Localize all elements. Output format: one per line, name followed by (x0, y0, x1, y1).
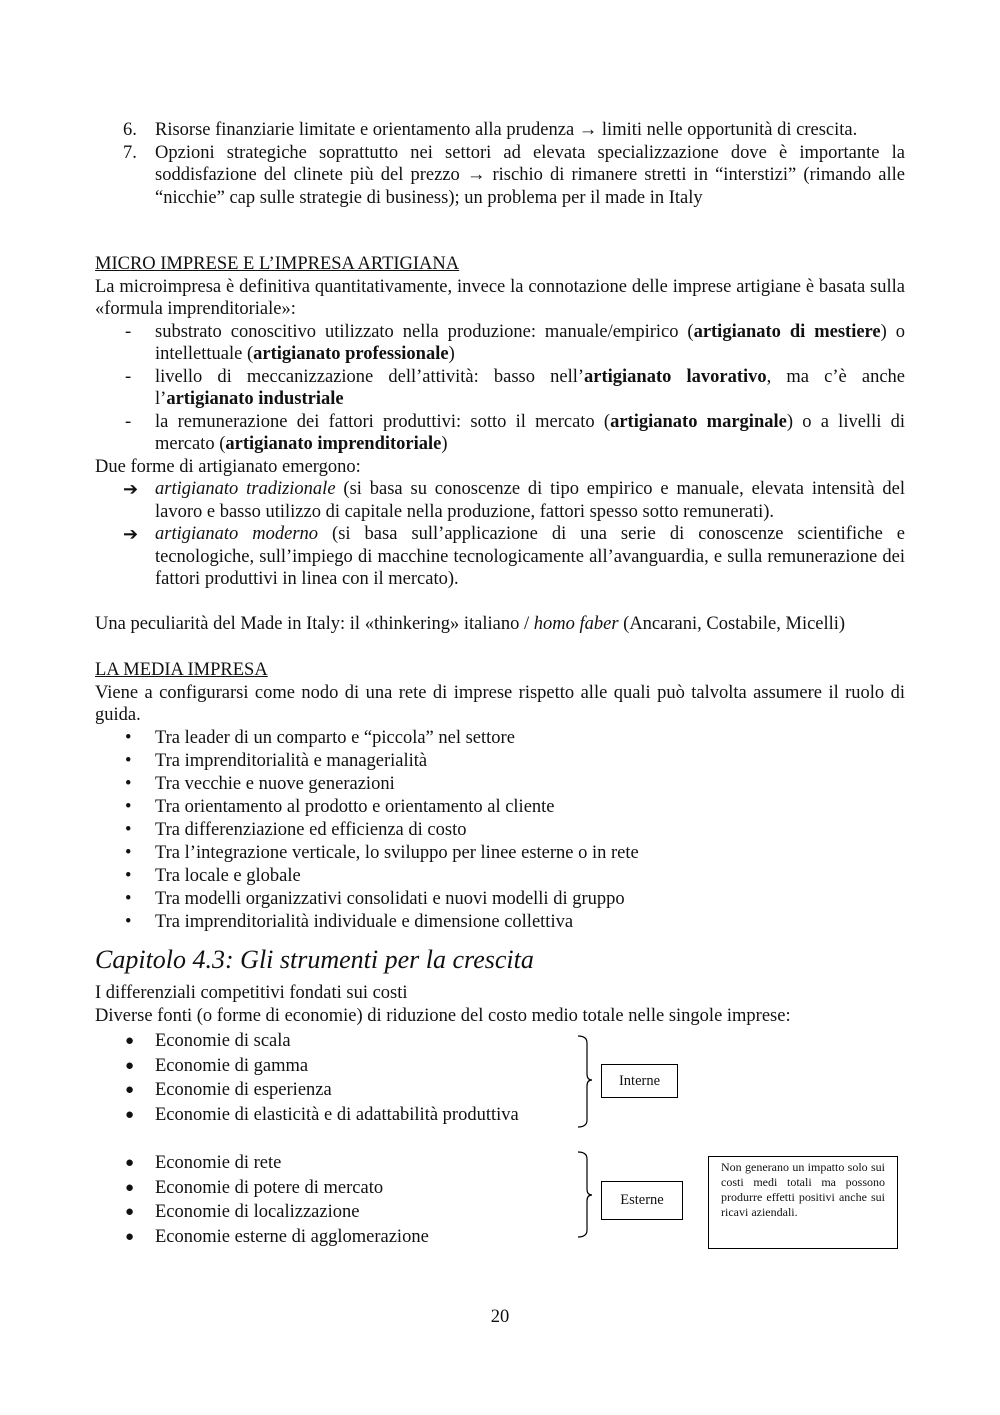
item-text: substrato conoscitivo utilizzato nella produzione: manuale/empirico ( (155, 321, 694, 342)
list-item (95, 523, 905, 591)
bullet: ● (125, 1228, 135, 1245)
chapter-title: Capitolo 4.3: Gli strumenti per la crescita (95, 945, 534, 974)
bullet: • (125, 727, 132, 748)
bullet: ● (125, 1057, 135, 1074)
item-text: livello di meccanizzazione dell’attività: basso nell’ (155, 366, 585, 387)
item-text: ) (448, 344, 455, 364)
item-text: Tra l’integrazione verticale, lo sviluppo per linee esterne o in rete (155, 842, 639, 863)
micro-section (95, 253, 905, 591)
external-label-box: Esterne (601, 1181, 683, 1220)
list-item (95, 411, 905, 456)
bullet: • (125, 796, 132, 817)
forms-intro: Due forme di artigianato emergono: (95, 456, 361, 477)
list-item (95, 1055, 905, 1080)
list-item (95, 796, 905, 819)
arrow-icon: ➔ (123, 479, 139, 499)
item-text: (si basa su conoscenze di tipo empirico e manuale, elevata intensità del lavoro e basso utilizzo di capitale nella produzione, fattori spesso sotto remunerati). (155, 479, 906, 522)
list-item (95, 773, 905, 796)
item-text: Economie di esperienza (155, 1080, 332, 1100)
list-item (95, 478, 905, 523)
item-text: ) o intellettuale ( (155, 321, 905, 364)
list-item (95, 842, 905, 865)
section-heading: MICRO IMPRESE E L’IMPRESA ARTIGIANA (95, 254, 460, 274)
item-text: Tra orientamento al prodotto e orientamento al cliente (155, 796, 555, 817)
bullet: ● (125, 1106, 135, 1123)
item-text: ) o a livelli di mercato ( (155, 411, 905, 454)
item-text: Tra imprenditorialità e managerialità (155, 750, 428, 771)
item-number: 6. (123, 120, 137, 140)
item-text: Opzioni strategiche soprattutto nei settori ad elevata specializzazione dove è importante la soddisfazione del clinete più del prezzo → rischio di rimanere stretti in “interstizi” (rimando alle “nicchie” cap sulle strategie di business); un problema per il made in Italy (155, 142, 905, 208)
bullet: ● (125, 1033, 135, 1049)
bullet: • (125, 911, 132, 932)
item-text: Economie di scala (155, 1031, 291, 1051)
bullet: • (125, 842, 132, 863)
bold-term: artigianato di mestiere (693, 321, 881, 342)
item-text: Economie di rete (155, 1153, 282, 1173)
peculiarity-line (95, 613, 905, 636)
item-text: Tra modelli organizzativi consolidati e nuovi modelli di gruppo (155, 888, 625, 909)
item-text: Economie di localizzazione (155, 1202, 360, 1222)
arrow-icon: ➔ (123, 524, 139, 544)
item-text: Tra imprenditorialità individuale e dimensione collettiva (155, 911, 574, 932)
item-text: Tra vecchie e nuove generazioni (155, 773, 395, 794)
bullet: • (125, 773, 132, 794)
media-section (95, 659, 905, 934)
section-intro: La microimpresa è definitiva quantitativamente, invece la connotazione delle imprese artigiane è basata sulla «formula imprenditoriale»: (95, 276, 905, 319)
bold-term: artigianato marginale (610, 411, 787, 432)
list-item (95, 911, 905, 934)
bullet: • (125, 888, 132, 909)
bold-term: artigianato professionale (253, 344, 449, 364)
bullet: • (125, 819, 132, 840)
text: (Ancarani, Costabile, Micelli) (618, 614, 846, 634)
list-item (95, 321, 905, 366)
bold-term: artigianato industriale (166, 389, 344, 409)
note-box: Non generano un impatto solo sui costi medi totali ma possono produrre effetti positivi anche sui ricavi aziendali. (708, 1156, 898, 1249)
item-text: (si basa sull’applicazione di una serie di conoscenze scientifiche e tecnologiche, sull’impiego di macchine tecnologicamente all’avanguardia, e sulla remunerazione dei fattori produttivi in linea con il mercato). (155, 524, 905, 589)
list-item (95, 1030, 905, 1055)
item-text: Risorse finanziarie limitate e orientamento alla prudenza → limiti nelle opportunità di crescita. (155, 120, 858, 140)
item-text: la remunerazione dei fattori produttivi: sotto il mercato ( (155, 411, 611, 432)
bold-term: artigianato lavorativo (584, 366, 767, 387)
chapter-line: Diverse fonti (o forme di economie) di riduzione del costo medio totale nelle singole imprese: (95, 1005, 791, 1026)
bullet: ● (125, 1204, 135, 1220)
list-item (95, 366, 905, 411)
item-text: Economie esterne di agglomerazione (155, 1226, 429, 1247)
item-text: Economie di potere di mercato (155, 1177, 384, 1198)
dash-marker: - (125, 366, 132, 387)
italic-term: artigianato tradizionale (155, 479, 336, 499)
section-intro: Viene a configurarsi come nodo di una rete di imprese rispetto alle quali può talvolta assumere il ruolo di guida. (95, 682, 905, 725)
bullet: ● (125, 1155, 135, 1171)
item-text: Economie di gamma (155, 1055, 309, 1076)
text: Una peculiarità del Made in Italy: il «thinkering» italiano / (95, 614, 534, 634)
item-text: Tra differenziazione ed efficienza di costo (155, 819, 467, 840)
internal-label-box: Interne (601, 1064, 678, 1098)
item-text: Tra leader di un comparto e “piccola” nel settore (155, 727, 515, 748)
italic-term: homo faber (533, 614, 619, 634)
chapter-section (95, 944, 905, 1027)
dash-marker: - (125, 411, 132, 432)
bullet: ● (125, 1179, 135, 1196)
page-number: 20 (490, 1307, 510, 1327)
item-text: Tra locale e globale (155, 865, 301, 886)
italic-term: artigianato moderno (155, 524, 319, 544)
list-item (95, 750, 905, 773)
item-number: 7. (123, 142, 137, 163)
list-item (95, 727, 905, 750)
bold-term: artigianato imprenditoriale (225, 434, 442, 454)
list-item (95, 119, 905, 142)
list-item (95, 1104, 905, 1129)
list-item (95, 865, 905, 888)
list-item (95, 142, 905, 210)
internal-economies-list (95, 1030, 905, 1128)
item-text: , ma c’è anche l’ (155, 366, 905, 409)
bullet: • (125, 865, 132, 886)
numbered-list (95, 119, 905, 209)
bullet: • (125, 750, 132, 771)
item-text: ) (441, 434, 448, 454)
chapter-line: I differenziali competitivi fondati sui costi (95, 983, 408, 1003)
list-item (95, 1079, 905, 1104)
bullet: ● (125, 1082, 135, 1098)
dash-marker: - (125, 321, 132, 342)
item-text: Economie di elasticità e di adattabilità produttiva (155, 1104, 519, 1125)
section-heading: LA MEDIA IMPRESA (95, 660, 268, 680)
list-item (95, 819, 905, 842)
list-item (95, 888, 905, 911)
